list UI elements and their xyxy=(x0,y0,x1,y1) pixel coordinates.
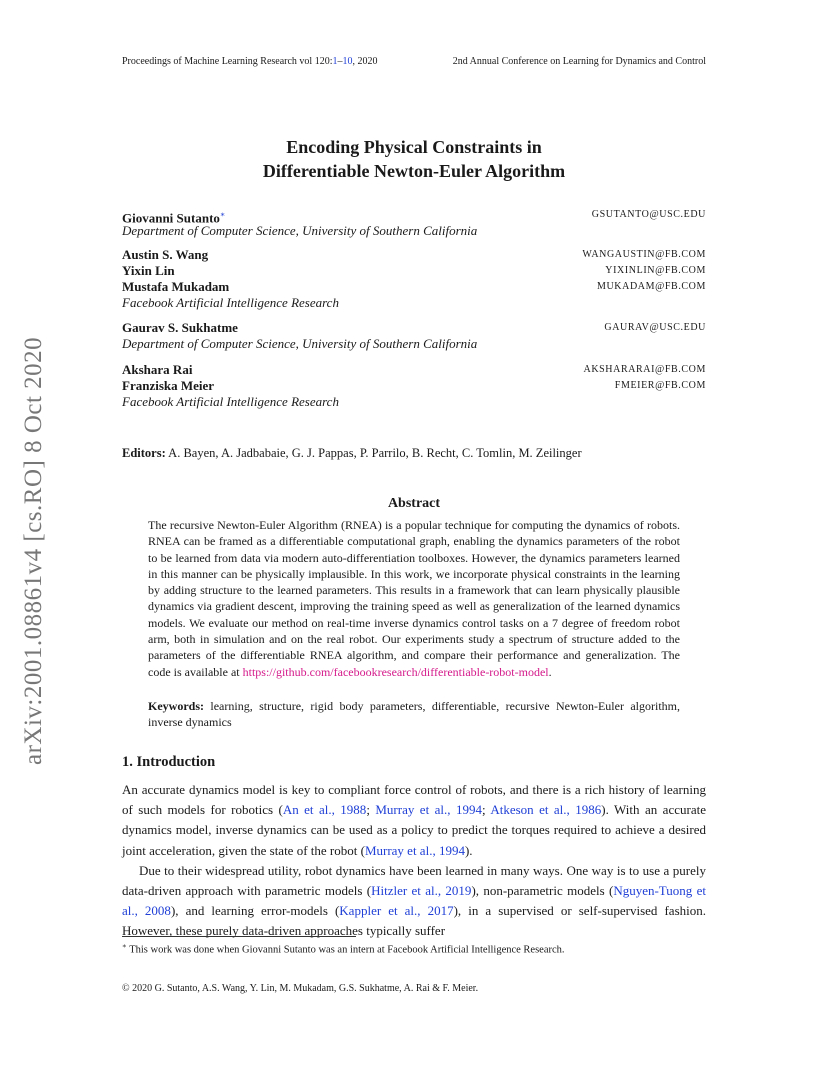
footnote-marker-link[interactable]: ∗ xyxy=(219,210,226,219)
header-conference: 2nd Annual Conference on Learning for Dynamics and Control xyxy=(452,56,706,67)
title-line-1: Encoding Physical Constraints in xyxy=(286,137,542,157)
keywords-text: learning, structure, rigid body parameters, differentiable, recursive Newton-Euler algorithm, inverse dynamics xyxy=(148,699,680,730)
author-affiliation: Facebook Artificial Intelligence Research xyxy=(122,394,339,409)
citation-link[interactable]: Nguyen-Tuong et al., 2008 xyxy=(122,883,706,919)
citation-link[interactable]: Hitzler et al., 2019 xyxy=(371,883,472,899)
author-group-usc-1 xyxy=(122,207,706,240)
keywords xyxy=(148,698,680,731)
author-group-fair-2 xyxy=(122,362,706,411)
header-proceedings: Proceedings of Machine Learning Research vol 120:1–10, 2020 xyxy=(122,56,378,67)
footnote: ∗ This work was done when Giovanni Sutanto was an intern at Facebook Artificial Intelligence Research. xyxy=(122,942,565,956)
intro-paragraph-2: Due to their widespread utility, robot dynamics have been learned in many ways. One way is to use a purely data-driven approach with parametric models (Hitzler et al., 2019), non-parametric models (Nguyen-Tuong et al., 2008), and learning error-models (Kappler et al., 2017), in a supervised or self-supervised fashion. However, these purely data-driven approaches typically suffer xyxy=(122,862,707,939)
citation-link[interactable]: Murray et al., 1994 xyxy=(364,842,465,858)
page-link-start[interactable]: 1 xyxy=(332,56,338,67)
author-affiliation: Department of Computer Science, University of Southern California xyxy=(122,223,478,238)
author-email: GAURAV@USC.EDU xyxy=(604,322,706,333)
page-link-end[interactable]: 10 xyxy=(342,56,353,67)
author-affiliation: Department of Computer Science, University of Southern California xyxy=(122,336,478,351)
footnote-mark: ∗ xyxy=(122,942,127,950)
author-name: Akshara Rai xyxy=(122,362,193,377)
citation-link[interactable]: Atkeson et al., 1986 xyxy=(490,802,602,818)
introduction-body xyxy=(122,780,706,942)
author-name: Franziska Meier xyxy=(122,378,215,393)
author-email: GSUTANTO@USC.EDU xyxy=(591,209,706,220)
section-heading-introduction: 1. Introduction xyxy=(122,754,216,770)
keywords-label: Keywords: xyxy=(148,699,204,713)
author-email: MUKADAM@FB.COM xyxy=(596,281,706,292)
author-group-usc-2 xyxy=(122,320,706,353)
author-email: YIXINLIN@FB.COM xyxy=(605,265,706,276)
author-email: WANGAUSTIN@FB.COM xyxy=(582,249,706,260)
abstract-body: The recursive Newton-Euler Algorithm (RNEA) is a popular technique for computing the dynamics of robots. RNEA can be framed as a differentiable computational graph, enabling the dynamics parameters of the robot to be learned from data via modern auto-differentiation toolboxes. However, the dynamics parameters learned in this manner can be physically implausible. In this work, we incorporate physical constraints in the learning by adding structure to the learned parameters. This results in a framework that can learn physically plausible dynamics via gradient descent, improving the training speed as well as generalization of the learned dynamics models. We evaluate our method on real-time inverse dynamics control tasks on a 7 degree of freedom robot arm, both in simulation and on the real robot. Our experiments study a spectrum of structure added to the parameters of the differentiable RNEA algorithm, and compare their performance and generalization. The code is available at https://github.com/facebookresearch/differentiable-robot-model. xyxy=(148,518,680,679)
citation-link[interactable]: Kappler et al., 2017 xyxy=(339,903,454,919)
author-affiliation: Facebook Artificial Intelligence Research xyxy=(122,295,339,310)
author-name: Mustafa Mukadam xyxy=(122,279,230,294)
citation-link[interactable]: Murray et al., 1994 xyxy=(375,802,482,818)
citation-link[interactable]: An et al., 1988 xyxy=(282,802,367,818)
author-name: Yixin Lin xyxy=(122,263,175,278)
footnote-divider xyxy=(122,936,356,937)
code-url-link[interactable]: https://github.com/facebookresearch/differentiable-robot-model xyxy=(242,664,549,679)
author-email: FMEIER@FB.COM xyxy=(614,380,706,391)
intro-paragraph-1: An accurate dynamics model is key to compliant force control of robots, and there is a rich history of learning of such models for robotics (An et al., 1988; Murray et al., 1994; Atkeson et al., 1986). With an accurate dynamics model, inverse dynamics can be used as a policy to predict the torques required to achieve a desired joint acceleration, given the state of the robot (Murray et al., 1994). xyxy=(122,782,706,858)
editors-line xyxy=(122,446,582,461)
author-name: Giovanni Sutanto xyxy=(122,210,220,226)
abstract-heading: Abstract xyxy=(387,496,441,511)
editors-names: A. Bayen, A. Jadbabaie, G. J. Pappas, P. Parrilo, B. Recht, C. Tomlin, M. Zeilinger xyxy=(165,446,582,460)
author-name: Gaurav S. Sukhatme xyxy=(122,320,238,335)
author-group-fair-1 xyxy=(122,247,706,312)
title-line-2: Differentiable Newton-Euler Algorithm xyxy=(262,161,566,181)
author-email: AKSHARARAI@FB.COM xyxy=(583,364,706,375)
copyright-line: © 2020 G. Sutanto, A.S. Wang, Y. Lin, M. Mukadam, G.S. Sukhatme, A. Rai & F. Meier. xyxy=(122,983,479,994)
author-name: Austin S. Wang xyxy=(122,247,209,262)
editors-label: Editors: xyxy=(122,446,166,460)
arxiv-stamp: arXiv:2001.08861v4 [cs.RO] 8 Oct 2020 xyxy=(20,336,47,765)
paper-title xyxy=(0,135,828,183)
